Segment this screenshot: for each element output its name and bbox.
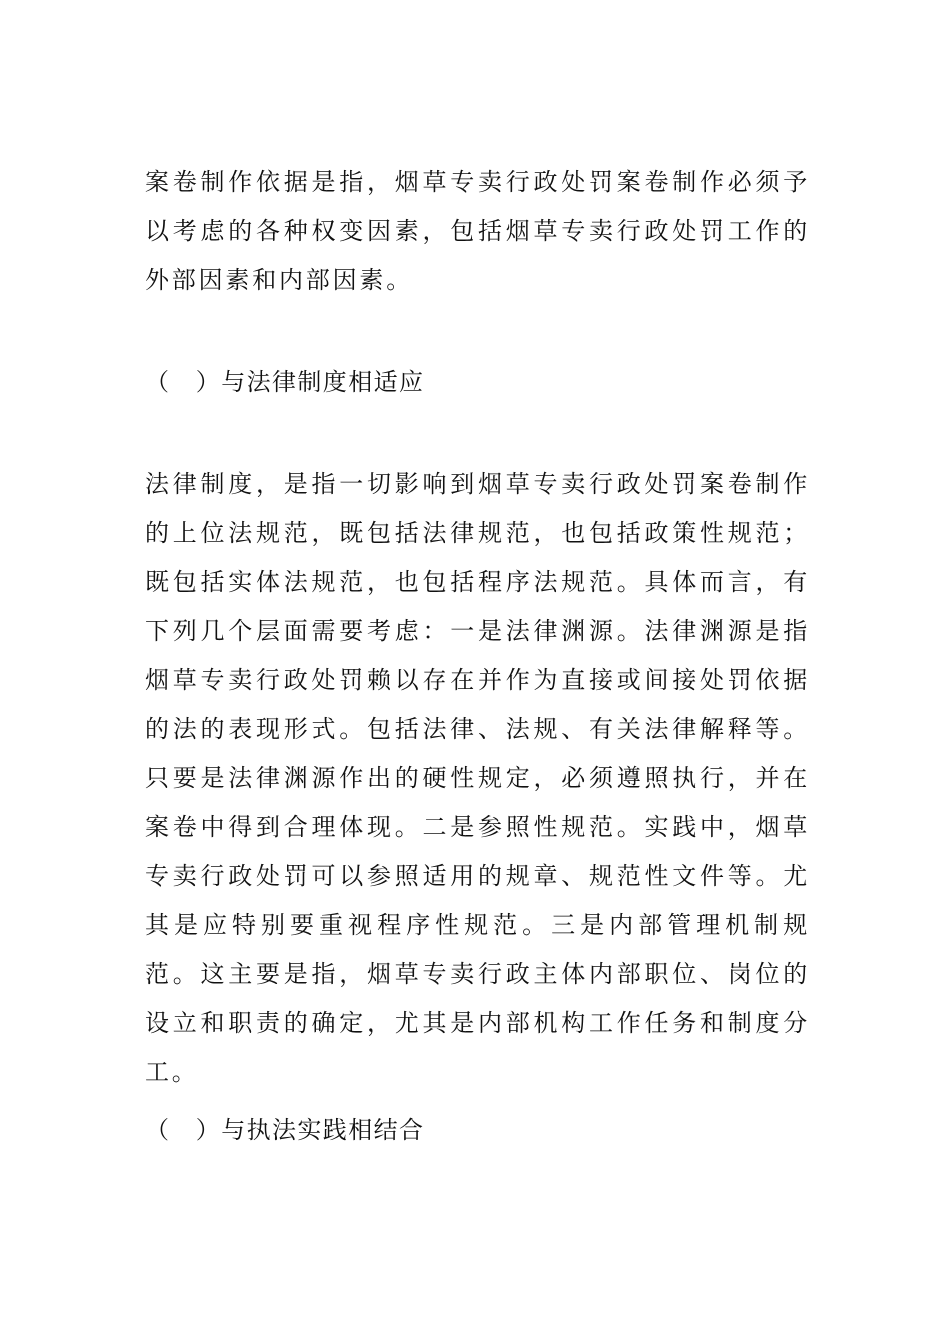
paragraph-case-basis: 案卷制作依据是指，烟草专卖行政处罚案卷制作必须予以考虑的各种权变因素，包括烟草专卖行政处罚工作的外部因素和内部因素。 — [145, 168, 810, 294]
section-heading-legal-system: （ ）与法律制度相适应 — [145, 368, 425, 396]
section-heading-enforcement-practice: （ ）与执法实践相结合 — [145, 1116, 425, 1144]
paragraph-legal-system: 法律制度，是指一切影响到烟草专卖行政处罚案卷制作的上位法规范，既包括法律规范，也包括政策性规范；既包括实体法规范，也包括程序法规范。具体而言，有下列几个层面需要考虑：一是法律渊源。法律渊源是指烟草专卖行政处罚赖以存在并作为直接或间接处罚依据的法的表现形式。包括法律、法规、有关法律解释等。只要是法律渊源作出的硬性规定，必须遵照执行，并在案卷中得到合理体现。二是参照性规范。实践中，烟草专卖行政处罚可以参照适用的规章、规范性文件等。尤其是应特别要重视程序性规范。三是内部管理机制规范。这主要是指，烟草专卖行政主体内部职位、岗位的设立和职责的确定，尤其是内部机构工作任务和制度分工。 — [145, 470, 810, 1086]
